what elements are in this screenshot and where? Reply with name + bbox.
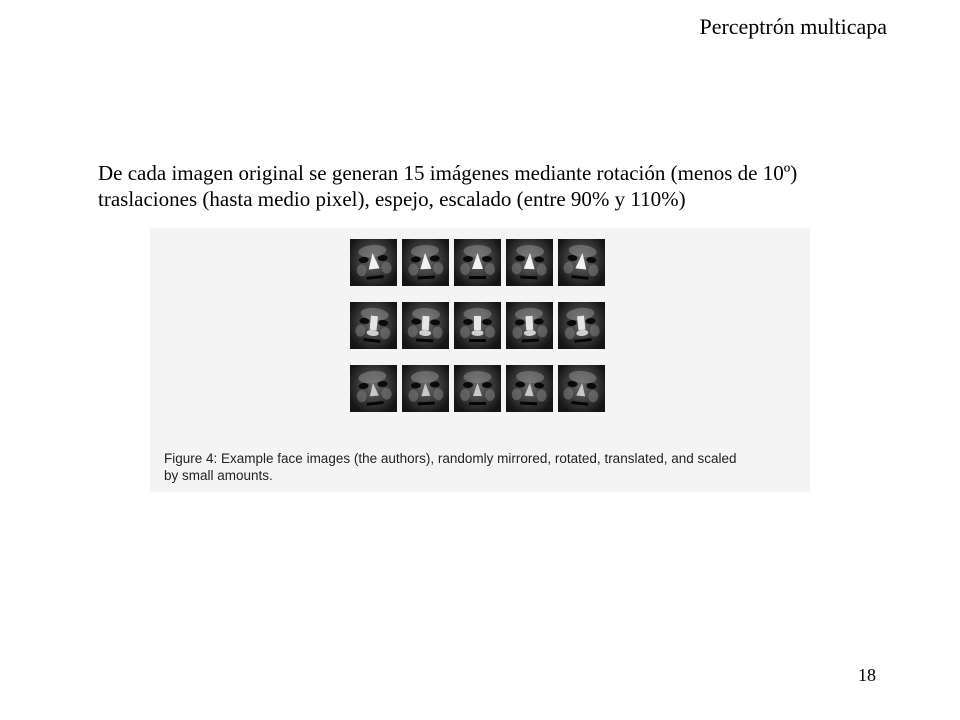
page-number: 18 [858,665,876,685]
face-image [350,302,397,349]
face-image [506,302,553,349]
face-image [454,302,501,349]
figure [150,228,810,492]
face-image-grid [350,239,605,412]
face-image [454,239,501,286]
face-image [402,365,449,412]
face-image [454,365,501,412]
figure-caption-line-2: by small amounts. [164,468,273,483]
face-image [402,302,449,349]
body-line-2: traslaciones (hasta medio pixel), espejo, escalado (entre 90% y 110%) [98,187,686,211]
face-image [558,302,605,349]
face-image [402,239,449,286]
face-image [350,239,397,286]
slide-title: Perceptrón multicapa [699,14,887,39]
face-image [558,239,605,286]
face-image [350,365,397,412]
face-image [506,239,553,286]
face-image [506,365,553,412]
figure-caption [164,450,804,484]
face-image [558,365,605,412]
body-paragraph [98,160,908,212]
body-line-1: De cada imagen original se generan 15 imágenes mediante rotación (menos de 10º) [98,161,798,185]
figure-caption-line-1: Figure 4: Example face images (the authors), randomly mirrored, rotated, translated, and scaled [164,451,737,466]
